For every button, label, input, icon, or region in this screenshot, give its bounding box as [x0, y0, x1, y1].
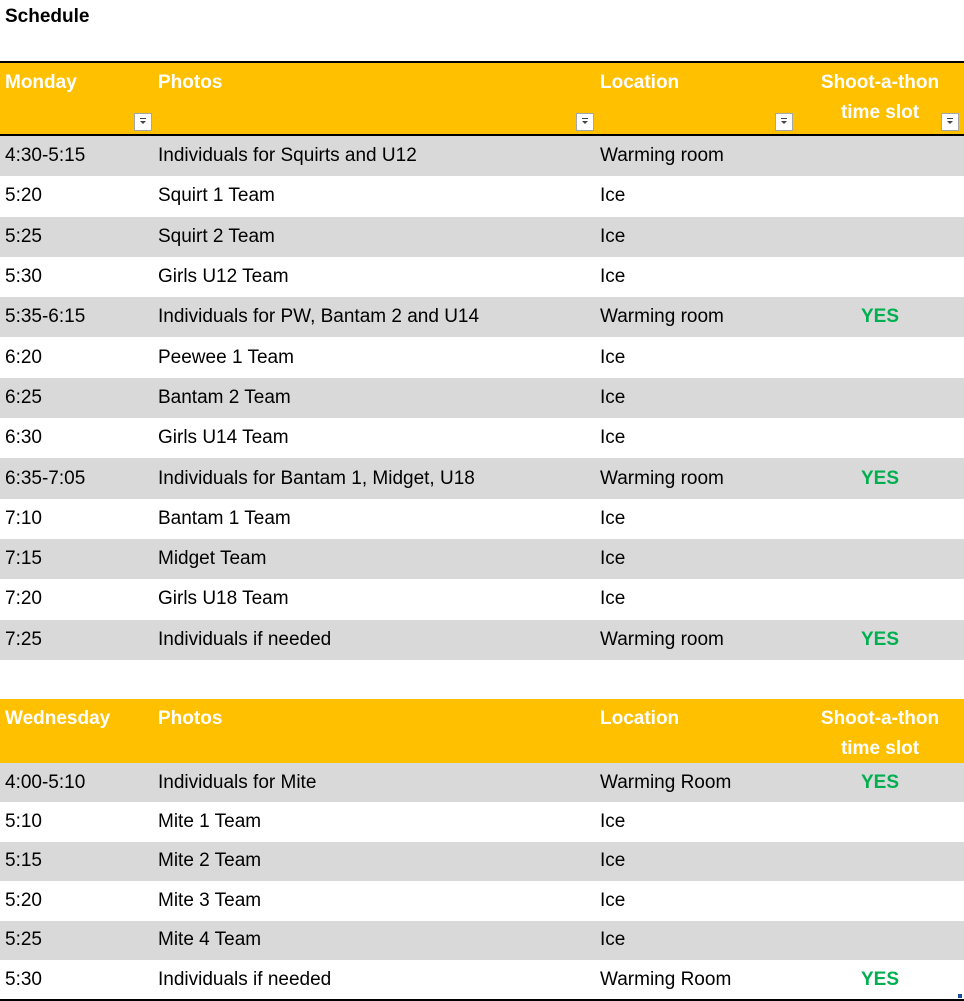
photos-cell: Girls U14 Team	[158, 427, 289, 449]
shootathon-cell	[798, 921, 962, 960]
location-cell: Ice	[600, 811, 626, 833]
shootathon-cell	[798, 337, 962, 377]
shootathon-cell	[798, 136, 962, 176]
location-cell: Ice	[600, 850, 626, 872]
resize-handle-icon[interactable]	[958, 994, 962, 998]
photos-cell: Individuals for Mite	[158, 771, 317, 793]
table-row	[0, 960, 964, 999]
time-cell: 5:20	[5, 185, 42, 207]
column-header-photos: Photos	[158, 708, 223, 729]
time-cell: 7:15	[5, 548, 42, 570]
photos-cell: Squirt 2 Team	[158, 225, 275, 247]
time-cell: 5:20	[5, 889, 42, 911]
photos-cell: Individuals for PW, Bantam 2 and U14	[158, 306, 480, 328]
time-cell: 4:00-5:10	[5, 771, 86, 793]
photos-cell: Mite 2 Team	[158, 850, 262, 872]
photos-cell: Squirt 1 Team	[158, 185, 275, 207]
time-cell: 5:35-6:15	[5, 306, 86, 328]
table-row	[0, 802, 964, 841]
location-cell: Ice	[600, 507, 626, 529]
time-cell: 6:35-7:05	[5, 467, 86, 489]
filter-dropdown-icon[interactable]	[134, 113, 152, 131]
photos-cell: Mite 3 Team	[158, 889, 262, 911]
location-cell: Ice	[600, 588, 626, 610]
column-header-shootathon	[798, 68, 962, 128]
location-cell: Ice	[600, 266, 626, 288]
photos-cell: Mite 1 Team	[158, 811, 262, 833]
time-cell: 7:25	[5, 628, 42, 650]
table-row	[0, 539, 964, 579]
time-cell: 5:10	[5, 811, 42, 833]
location-cell: Ice	[600, 346, 626, 368]
shootathon-cell: YES	[860, 467, 900, 489]
time-cell: 7:20	[5, 588, 42, 610]
time-cell: 5:30	[5, 968, 42, 990]
column-header-photos: Photos	[158, 72, 223, 93]
shootathon-cell	[798, 499, 962, 539]
column-header-line: time slot	[840, 738, 920, 759]
monday-schedule-table	[0, 61, 964, 660]
location-cell: Ice	[600, 889, 626, 911]
photos-cell: Bantam 2 Team	[158, 386, 291, 408]
monday-rows	[0, 136, 964, 660]
table-row	[0, 176, 964, 216]
time-cell: 5:25	[5, 929, 42, 951]
column-header-day: Wednesday	[5, 708, 111, 729]
time-cell: 6:20	[5, 346, 42, 368]
location-cell: Ice	[600, 548, 626, 570]
table-row	[0, 257, 964, 297]
photos-cell: Girls U18 Team	[158, 588, 289, 610]
shootathon-cell: YES	[860, 968, 900, 990]
shootathon-cell	[798, 418, 962, 458]
wednesday-schedule-table	[0, 699, 964, 1001]
table-row	[0, 881, 964, 920]
photos-cell: Individuals if needed	[158, 628, 332, 650]
table-row	[0, 842, 964, 881]
wednesday-header-row	[0, 699, 964, 763]
time-cell: 5:30	[5, 266, 42, 288]
photos-cell: Girls U12 Team	[158, 266, 289, 288]
photos-cell: Bantam 1 Team	[158, 507, 291, 529]
table-row	[0, 921, 964, 960]
table-row	[0, 297, 964, 337]
location-cell: Warming room	[600, 306, 724, 328]
shootathon-cell: YES	[860, 771, 900, 793]
location-cell: Warming room	[600, 145, 724, 167]
table-row	[0, 136, 964, 176]
table-row	[0, 763, 964, 802]
shootathon-cell	[798, 257, 962, 297]
time-cell: 7:10	[5, 507, 42, 529]
filter-dropdown-icon[interactable]	[941, 113, 959, 131]
column-header-location: Location	[600, 708, 680, 729]
column-header-day: Monday	[5, 72, 77, 93]
table-row	[0, 579, 964, 619]
filter-dropdown-icon[interactable]	[775, 113, 793, 131]
shootathon-cell	[798, 842, 962, 881]
shootathon-cell	[798, 802, 962, 841]
photos-cell: Midget Team	[158, 548, 267, 570]
wednesday-rows	[0, 763, 964, 999]
location-cell: Ice	[600, 185, 626, 207]
shootathon-cell	[798, 579, 962, 619]
location-cell: Ice	[600, 929, 626, 951]
location-cell: Ice	[600, 225, 626, 247]
photos-cell: Peewee 1 Team	[158, 346, 294, 368]
page-title: Schedule	[5, 6, 90, 27]
column-header-line: time slot	[840, 102, 920, 123]
table-row	[0, 620, 964, 660]
photos-cell: Individuals for Bantam 1, Midget, U18	[158, 467, 475, 489]
monday-header-row	[0, 61, 964, 136]
photos-cell: Mite 4 Team	[158, 929, 262, 951]
photos-cell: Individuals if needed	[158, 968, 332, 990]
photos-cell: Individuals for Squirts and U12	[158, 145, 417, 167]
column-header-location: Location	[600, 72, 680, 93]
table-row	[0, 337, 964, 377]
column-header-shootathon	[798, 704, 962, 764]
column-header-line: Shoot-a-thon	[820, 72, 940, 93]
shootathon-cell	[798, 539, 962, 579]
location-cell: Ice	[600, 386, 626, 408]
table-row	[0, 499, 964, 539]
column-header-line: Shoot-a-thon	[820, 708, 940, 729]
table-row	[0, 217, 964, 257]
shootathon-cell	[798, 176, 962, 216]
filter-dropdown-icon[interactable]	[576, 113, 594, 131]
shootathon-cell	[798, 217, 962, 257]
table-row	[0, 458, 964, 498]
time-cell: 6:25	[5, 386, 42, 408]
table-row	[0, 378, 964, 418]
time-cell: 5:15	[5, 850, 42, 872]
shootathon-cell: YES	[860, 306, 900, 328]
location-cell: Warming room	[600, 467, 724, 489]
shootathon-cell: YES	[860, 628, 900, 650]
location-cell: Warming room	[600, 628, 724, 650]
time-cell: 4:30-5:15	[5, 145, 86, 167]
location-cell: Warming Room	[600, 771, 732, 793]
shootathon-cell	[798, 881, 962, 920]
location-cell: Warming Room	[600, 968, 732, 990]
time-cell: 6:30	[5, 427, 42, 449]
table-row	[0, 418, 964, 458]
time-cell: 5:25	[5, 225, 42, 247]
location-cell: Ice	[600, 427, 626, 449]
shootathon-cell	[798, 378, 962, 418]
